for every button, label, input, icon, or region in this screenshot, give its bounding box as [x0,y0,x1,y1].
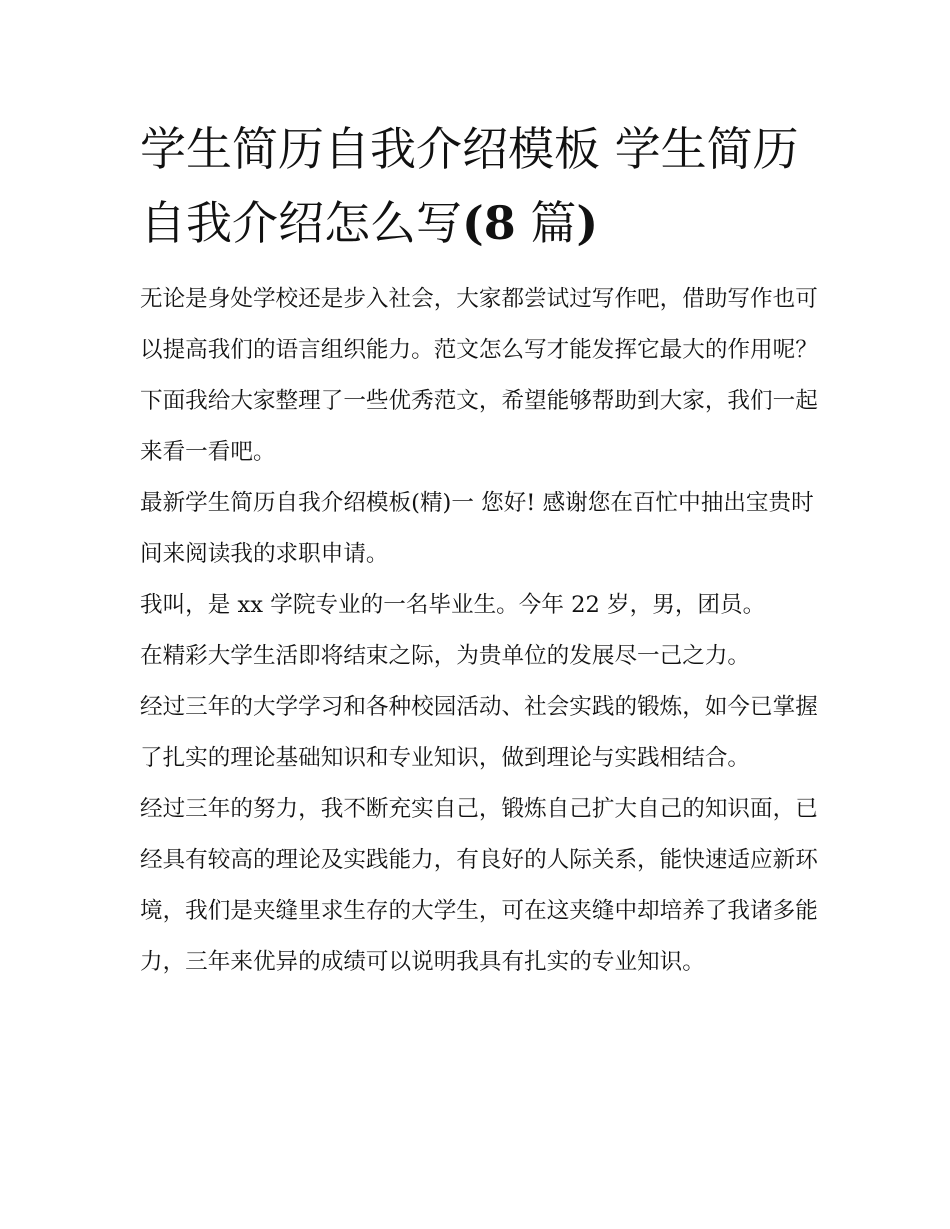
title-count-unit: 篇 [515,196,577,250]
paragraph-intro: 无论是身处学校还是步入社会，大家都尝试过写作吧，借助写作也可以提高我们的语言组织能力。范文怎么写才能发挥它最大的作用呢？下面我给大家整理了一些优秀范文，希望能够帮助到大家，我们一起来看一看吧。 [140,286,818,465]
document-title [140,112,820,260]
paragraph-self-intro: 我叫，是 xx 学院专业的一名毕业生。今年 22 岁，男，团员。 [140,592,766,618]
title-count-open: (8 [462,196,516,250]
paragraph-abilities: 经过三年的努力，我不断充实自己，锻炼自己扩大自己的知识面，已经具有较高的理论及实践能力，有良好的人际关系，能快速适应新环境，我们是夹缝里求生存的大学生，可在这夹缝中却培养了我诸多能力，三年来优异的成绩可以说明我具有扎实的专业知识。 [140,796,818,975]
paragraph-goal: 在精彩大学生活即将结束之际，为贵单位的发展尽一己之力。 [140,643,751,669]
document-body [140,112,820,988]
paragraph-study: 经过三年的大学学习和各种校园活动、社会实践的锻炼，如今已掌握了扎实的理论基础知识和专业知识，做到理论与实践相结合。 [140,694,818,771]
title-text: 学生简历自我介绍模板 学生简历自我介绍怎么写 [140,122,799,250]
title-count-close: ) [576,196,599,250]
paragraph-greeting: 最新学生简历自我介绍模板(精)一 您好! 感谢您在百忙中抽出宝贵时间来阅读我的求职申请。 [140,490,814,567]
